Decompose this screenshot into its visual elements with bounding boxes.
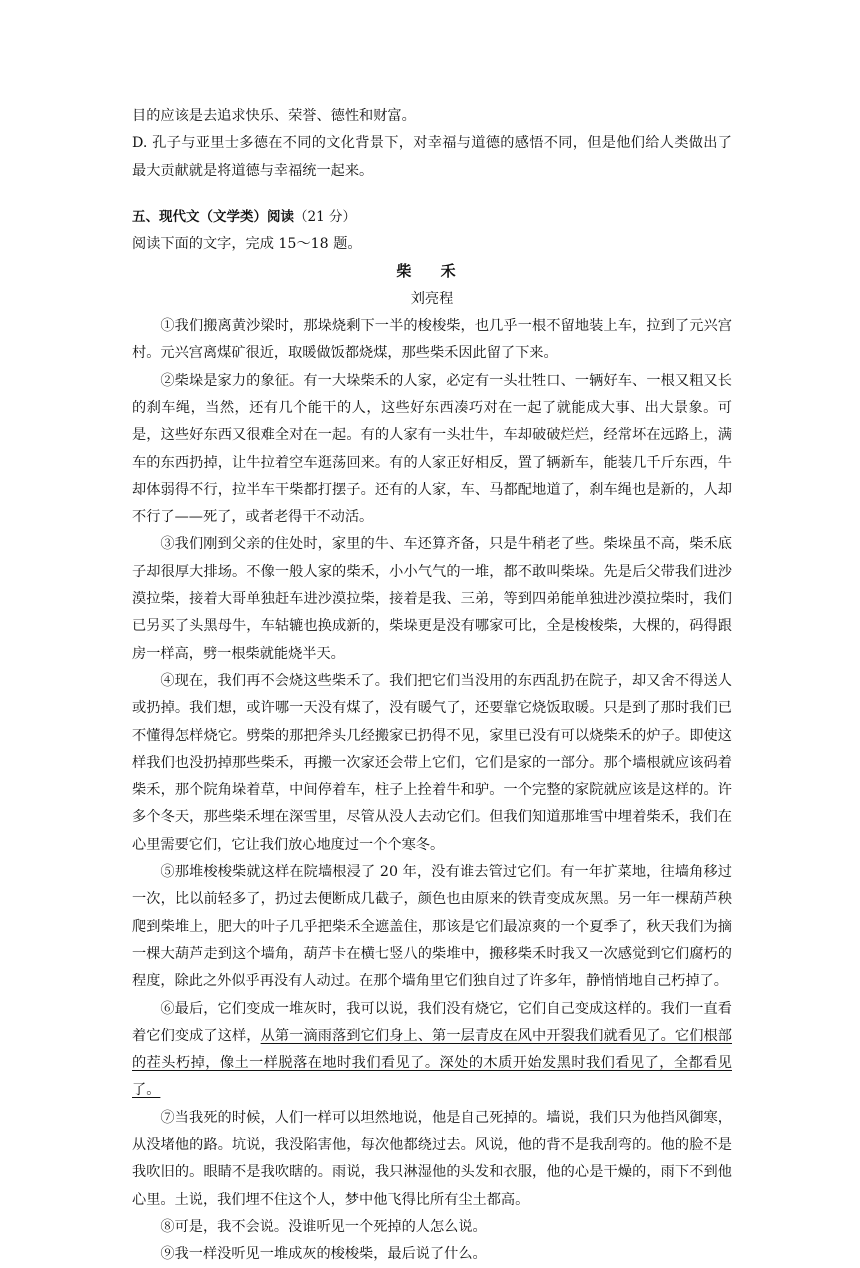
underlined-sentence: 从第一滴雨落到它们身上、第一层青皮在风中开裂我们就看见了。它们根部的茬头朽掉，像土一样脱落在地时我们看见了。深处的木质开始发黑时我们看见了，全都看见了。 (132, 1027, 732, 1099)
paragraph-8: ⑧可是，我不会说。没谁听见一个死掉的人怎么说。 (160, 1218, 487, 1235)
section-instruction: 阅读下面的文字，完成 15～18 题。 (132, 236, 362, 253)
article-title: 柴 禾 (396, 262, 468, 281)
paragraph-9: ⑨我一样没听见一堆成灰的梭梭柴，最后说了什么。 (160, 1246, 487, 1263)
option-d: D. 孔子与亚里士多德在不同的文化背景下，对幸福与道德的感悟不同，但是他们给人类做出了最大贡献就是将道德与幸福统一起来。 (132, 135, 732, 179)
section-score: （21 分） (294, 208, 356, 225)
paragraph-5: ⑤那堆梭梭柴就这样在院墙根浸了 20 年，没有谁去管过它们。有一年扩菜地，往墙角移过一次，比以前轻多了，扔过去便断成几截子，颜色也由原来的铁青变成灰黑。另一年一棵葫芦秧爬到柴堆上，肥大的叶子几乎把柴禾全遮盖住，那该是它们最凉爽的一个夏季了，秋天我们为摘一棵大葫芦走到这个墙角，葫芦卡在横七竖八的柴堆中，搬移柴禾时我又一次感觉到它们腐朽的程度，除此之外似乎再没有人动过。在那个墙角里它们独自过了许多年，静悄悄地自己朽掉了。 (132, 864, 732, 990)
paragraph-3: ③我们刚到父亲的住处时，家里的牛、车还算齐备，只是牛稍老了些。柴垛虽不高，柴禾底子却很厚大排场。不像一般人家的柴禾，小小气气的一堆，都不敢叫柴垛。先是后父带我们进沙漠拉柴，接着大哥单独赶车进沙漠拉柴，接着是我、三弟，等到四弟能单独进沙漠拉柴时，我们已另买了头黑母牛，车轱辘也换成新的，柴垛更是没有哪家可比，全是梭梭柴，大棵的，码得跟房一样高，劈一根柴就能烧半天。 (132, 536, 732, 662)
paragraph-6-start: ⑥最后，它们变成一堆灰时，我可以说，我们没有烧它，它们自己变成这样的。我们一直看着它们变成了这样， (132, 1000, 732, 1044)
article-author: 刘亮程 (410, 290, 454, 307)
section-heading-text: 五、现代文（文学类）阅读 (132, 208, 294, 225)
paragraph-4: ④现在，我们再不会烧这些柴禾了。我们把它们当没用的东西乱扔在院子，却又舍不得送人或扔掉。我们想，或许哪一天没有煤了，没有暖气了，还要靠它烧饭取暖。只是到了那时我们已不懂得怎样烧它。劈柴的那把斧头几经搬家已扔得不见，家里已没有可以烧柴禾的炉子。即使这样我们也没扔掉那些柴禾，再搬一次家还会带上它们，它们是家的一部分。那个墙根就应该码着柴禾，那个院角垛着草，中间停着车，柱子上拴着牛和驴。一个完整的家院就应该是这样的。许多个冬天，那些柴禾埋在深雪里，尽管从没人去动它们。但我们知道那堆雪中埋着柴禾，我们在心里需要它们，它让我们放心地度过一个个寒冬。 (132, 672, 732, 853)
paragraph-7: ⑦当我死的时候，人们一样可以坦然地说，他是自己死掉的。墙说，我们只为他挡风御寒，从没堵他的路。坑说，我没陷害他，每次他都绕过去。风说，他的背不是我刮弯的。他的脸不是我吹旧的。眼睛不是我吹瞎的。雨说，我只淋湿他的头发和衣服，他的心是干燥的，雨下不到他心里。土说，我们埋不住这个人，梦中他飞得比所有尘土都高。 (132, 1109, 732, 1208)
section-heading (132, 204, 732, 231)
document-body (132, 103, 732, 1268)
paragraph-6 (132, 996, 732, 1105)
paragraph-1: ①我们搬离黄沙梁时，那垛烧剩下一半的梭梭柴，也几乎一根不留地装上车，拉到了元兴宫村。元兴宫离煤矿很近，取暖做饭都烧煤，那些柴禾因此留了下来。 (132, 318, 732, 362)
option-c-tail: 目的应该是去追求快乐、荣誉、德性和财富。 (132, 108, 416, 124)
paragraph-2: ②柴垛是家力的象征。有一大垛柴禾的人家，必定有一头壮牲口、一辆好车、一根又粗又长的刹车绳，当然，还有几个能干的人，这些好东西凑巧对在一起了就能成大事、出大景象。可是，这些好东西又很难全对在一起。有的人家有一头壮牛，车却破破烂烂，经常坏在远路上，满车的东西扔掉，让牛拉着空车逛荡回来。有的人家正好相反，置了辆新车，能装几千斤东西，牛却体弱得不行，拉半车干柴都打摆子。还有的人家，车、马都配地道了，刹车绳也是新的，人却不行了——死了，或者老得干不动活。 (132, 372, 732, 526)
